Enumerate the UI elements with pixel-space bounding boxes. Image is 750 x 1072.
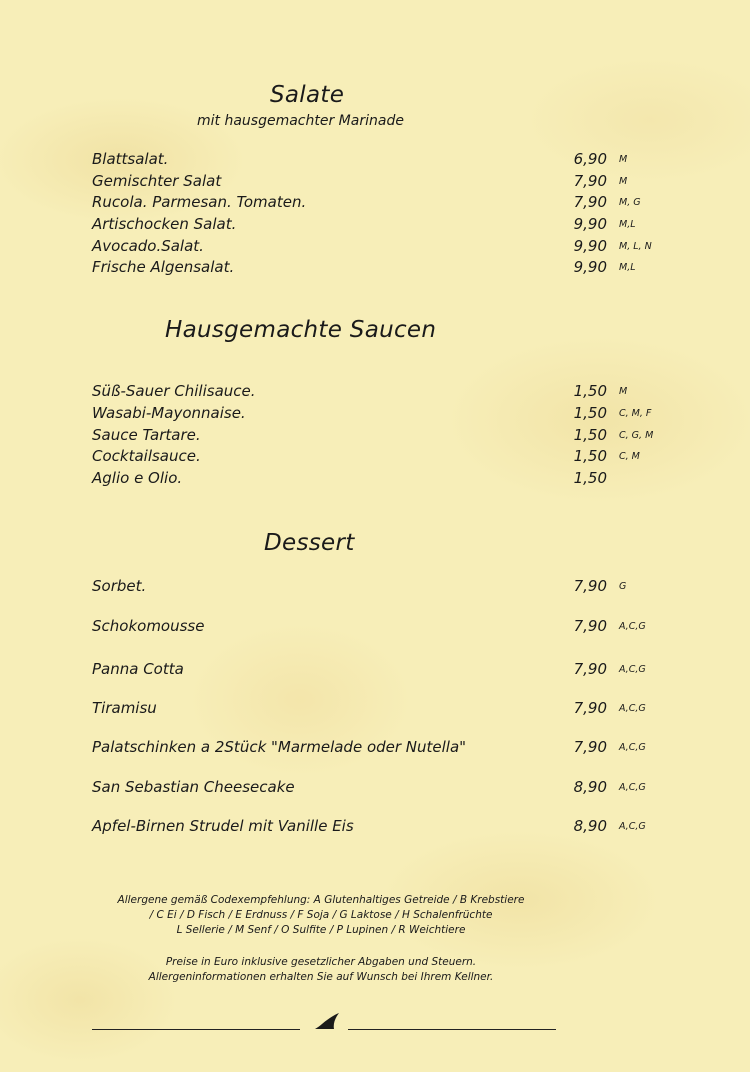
item-price: 6,90: [573, 150, 607, 168]
price-note: [0, 955, 642, 985]
item-price: 7,90: [573, 660, 607, 678]
allergen-legend-line: Allergene gemäß Codexempfehlung: A Glutenhaltiges Getreide / B Krebstiere: [117, 894, 525, 906]
item-name: Schokomousse: [92, 617, 205, 635]
item-price: 7,90: [573, 577, 607, 595]
item-allergens: M: [619, 176, 628, 187]
item-price: 7,90: [573, 738, 607, 756]
item-price: 9,90: [573, 237, 607, 255]
divider-line-left: [92, 1029, 300, 1030]
item-name: San Sebastian Cheesecake: [92, 778, 295, 796]
item-name: Avocado.Salat.: [92, 237, 204, 255]
item-allergens: A,C,G: [619, 782, 646, 793]
menu-item: [0, 469, 750, 489]
item-allergens: M, L, N: [619, 241, 652, 252]
menu-item: [0, 426, 750, 446]
menu-item: [0, 617, 750, 637]
item-price: 7,90: [573, 193, 607, 211]
item-name: Cocktailsauce.: [92, 447, 201, 465]
item-allergens: M: [619, 386, 628, 397]
item-name: Gemischter Salat: [92, 172, 222, 190]
menu-item: [0, 237, 750, 257]
section-subtitle-salate: mit hausgemachter Marinade: [197, 113, 404, 129]
item-name: Sauce Tartare.: [92, 426, 201, 444]
item-allergens: M,L: [619, 219, 636, 230]
menu-item: [0, 660, 750, 680]
item-name: Frische Algensalat.: [92, 258, 235, 276]
menu-item: [0, 215, 750, 235]
menu-item: [0, 577, 750, 597]
item-price: 8,90: [573, 817, 607, 835]
item-price: 7,90: [573, 617, 607, 635]
item-allergens: A,C,G: [619, 703, 646, 714]
item-allergens: A,C,G: [619, 742, 646, 753]
menu-item: [0, 258, 750, 278]
section-title-salate: Salate: [270, 82, 345, 108]
item-name: Süß-Sauer Chilisauce.: [92, 382, 256, 400]
menu-item: [0, 738, 750, 758]
item-name: Panna Cotta: [92, 660, 184, 678]
item-price: 1,50: [573, 469, 607, 487]
item-price: 7,90: [573, 699, 607, 717]
item-allergens: C, M, F: [619, 408, 652, 419]
item-price: 1,50: [573, 382, 607, 400]
item-name: Blattsalat.: [92, 150, 169, 168]
item-allergens: M, G: [619, 197, 641, 208]
fin-icon: [313, 1012, 341, 1030]
price-note-line: Preise in Euro inklusive gesetzlicher Abgaben und Steuern.: [165, 956, 477, 968]
item-price: 9,90: [573, 215, 607, 233]
item-name: Aglio e Olio.: [92, 469, 183, 487]
item-name: Palatschinken a 2Stück "Marmelade oder Nutella": [92, 738, 467, 756]
item-allergens: C, M: [619, 451, 640, 462]
item-name: Apfel-Birnen Strudel mit Vanille Eis: [92, 817, 354, 835]
item-allergens: M: [619, 154, 628, 165]
item-price: 1,50: [573, 404, 607, 422]
menu-item: [0, 150, 750, 170]
menu-item: [0, 404, 750, 424]
section-title-saucen: Hausgemachte Saucen: [165, 317, 437, 343]
item-price: 1,50: [573, 447, 607, 465]
item-name: Wasabi-Mayonnaise.: [92, 404, 246, 422]
allergen-legend: [0, 893, 642, 938]
menu-item: [0, 193, 750, 213]
menu-item: [0, 778, 750, 798]
menu-item: [0, 817, 750, 837]
item-price: 9,90: [573, 258, 607, 276]
item-allergens: A,C,G: [619, 621, 646, 632]
item-allergens: C, G, M: [619, 430, 654, 441]
menu-item: [0, 382, 750, 402]
item-price: 1,50: [573, 426, 607, 444]
item-allergens: G: [619, 581, 627, 592]
item-price: 8,90: [573, 778, 607, 796]
menu-item: [0, 172, 750, 192]
allergen-legend-line: / C Ei / D Fisch / E Erdnuss / F Soja / G Laktose / H Schalenfrüchte: [149, 909, 493, 921]
item-name: Artischocken Salat.: [92, 215, 237, 233]
item-price: 7,90: [573, 172, 607, 190]
item-allergens: M,L: [619, 262, 636, 273]
item-name: Rucola. Parmesan. Tomaten.: [92, 193, 307, 211]
allergen-legend-line: L Sellerie / M Senf / O Sulfite / P Lupinen / R Weichtiere: [176, 924, 466, 936]
menu-item: [0, 447, 750, 467]
item-allergens: A,C,G: [619, 821, 646, 832]
item-allergens: A,C,G: [619, 664, 646, 675]
item-name: Tiramisu: [92, 699, 157, 717]
price-note-line: Allergeninformationen erhalten Sie auf Wunsch bei Ihrem Kellner.: [148, 971, 494, 983]
divider-line-right: [348, 1029, 556, 1030]
section-title-dessert: Dessert: [264, 530, 355, 556]
item-name: Sorbet.: [92, 577, 147, 595]
menu-item: [0, 699, 750, 719]
